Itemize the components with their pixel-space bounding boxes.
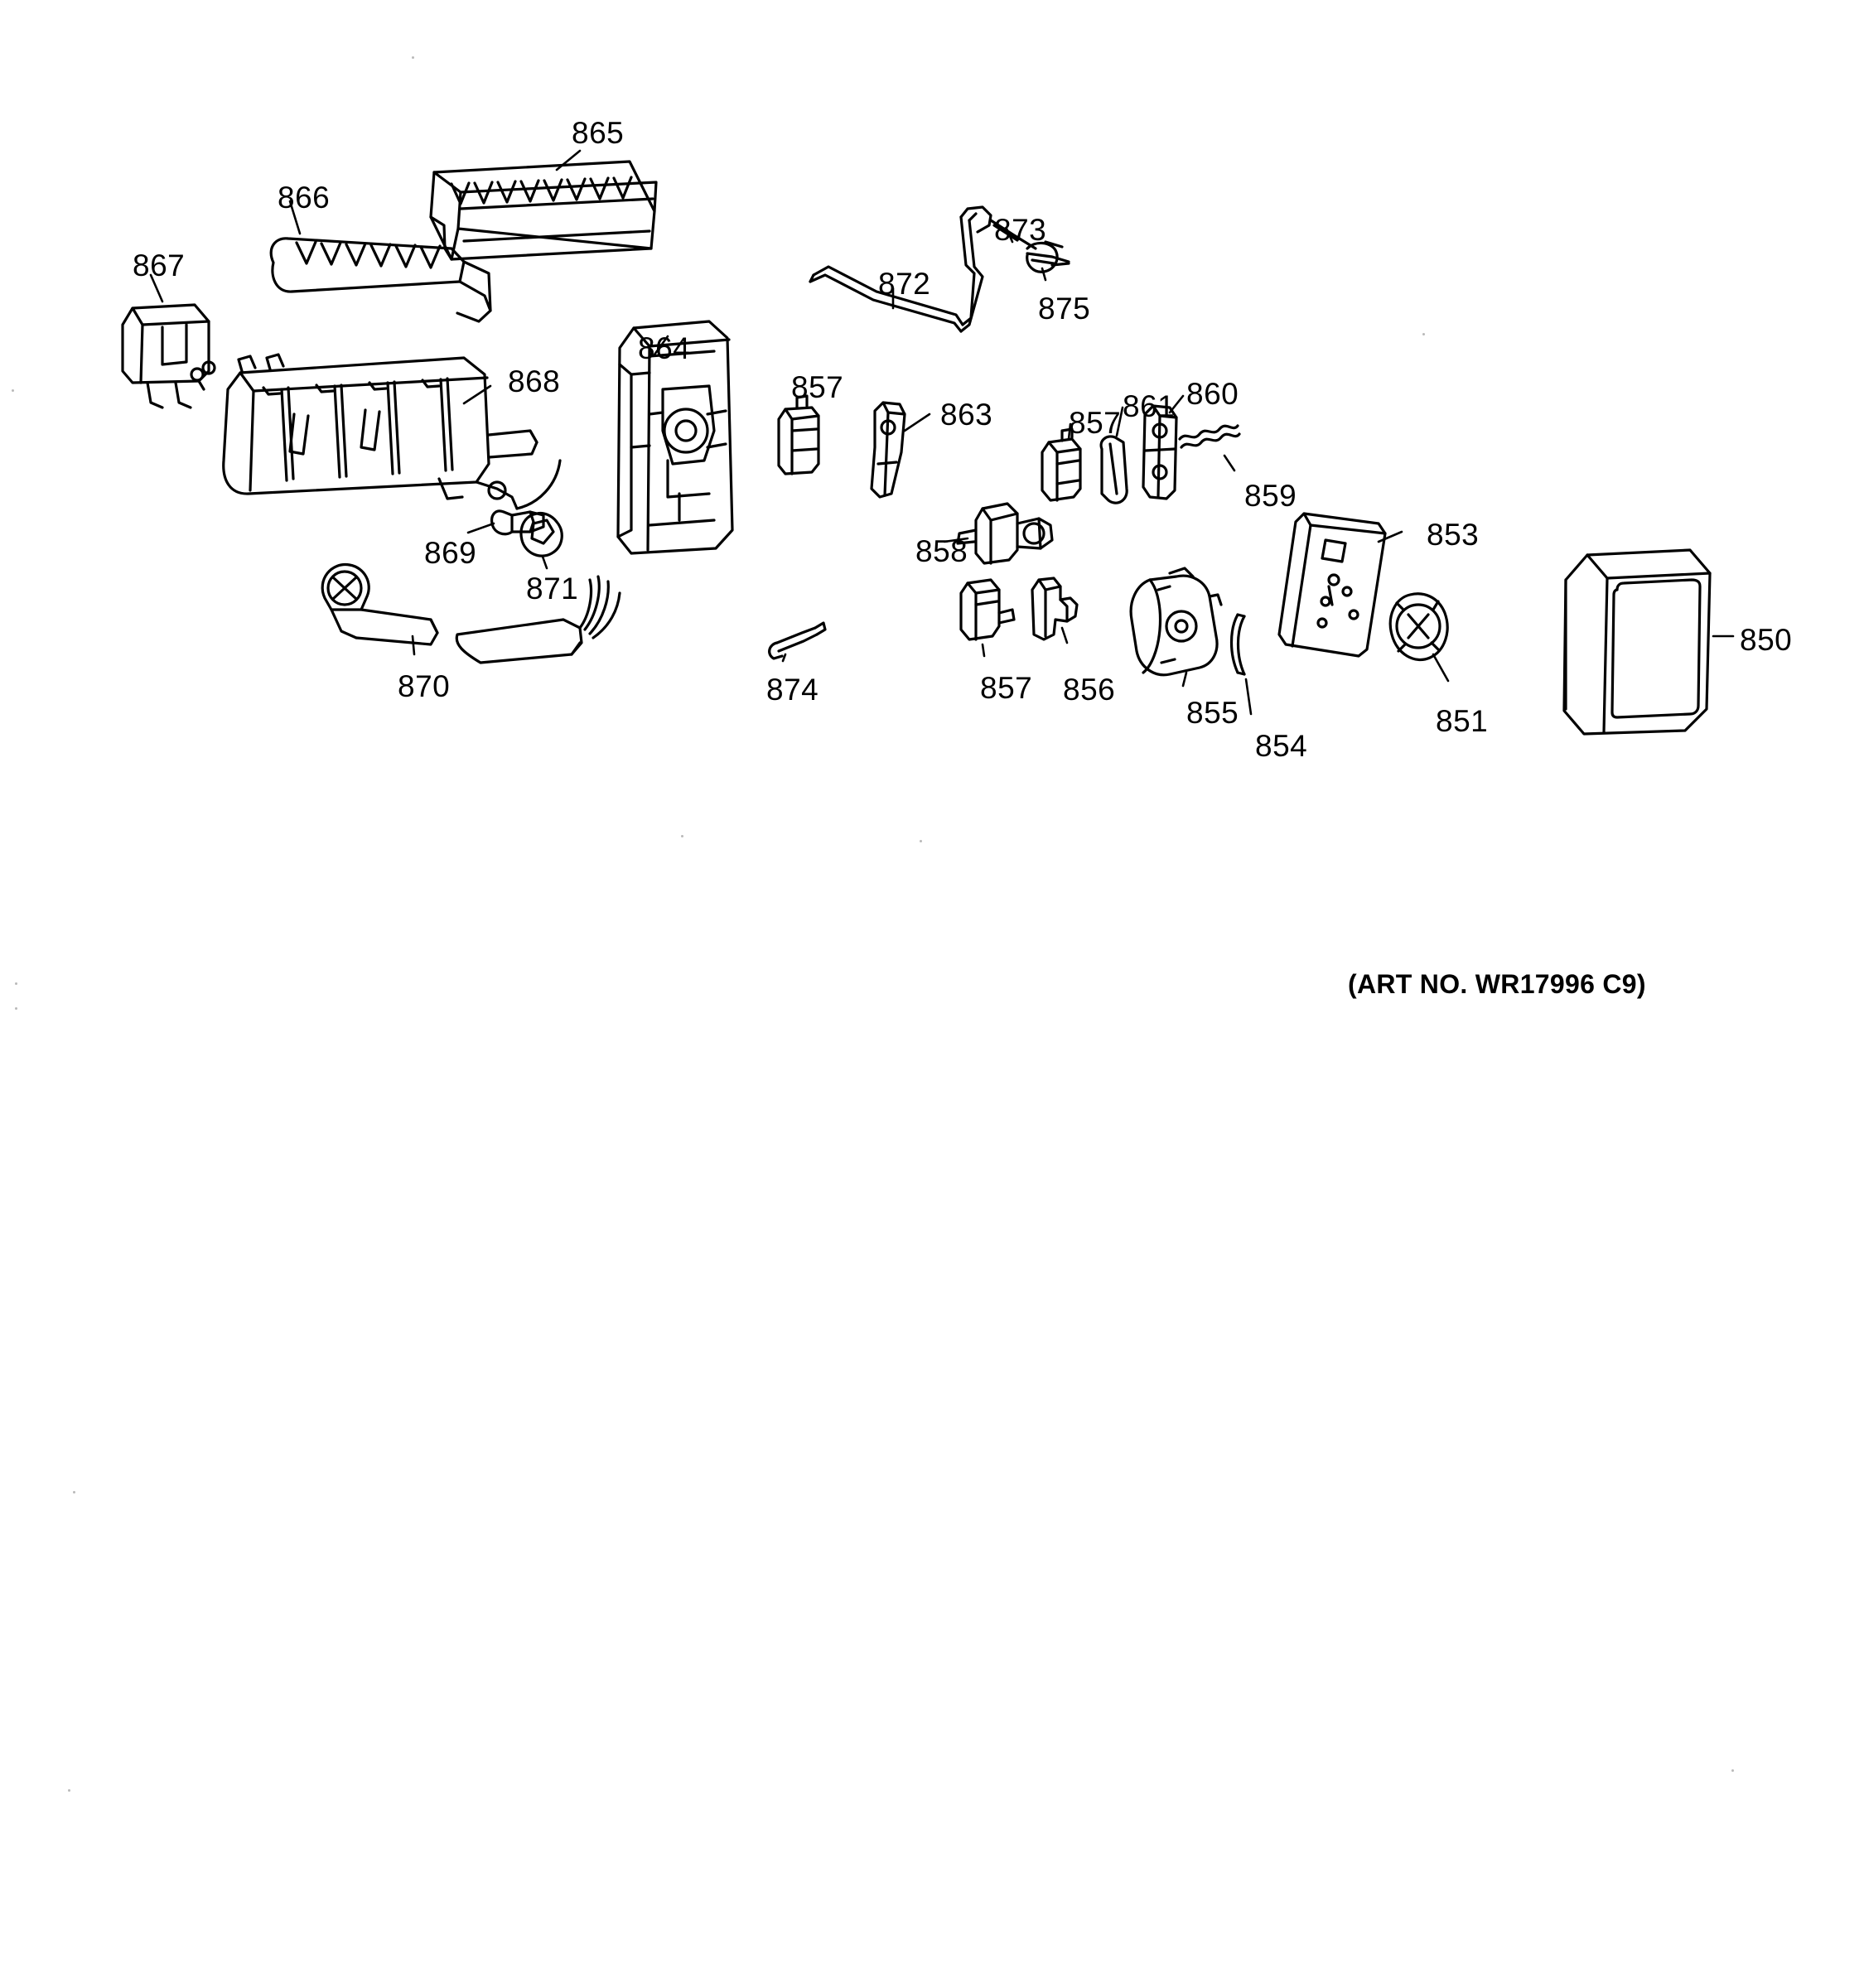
scan-speck: [12, 389, 14, 392]
callout-850: 850: [1740, 623, 1793, 657]
callout-858: 858: [915, 534, 968, 568]
callout-856: 856: [1063, 673, 1116, 707]
callout-863: 863: [940, 398, 993, 432]
part-861-insulator: [1101, 437, 1127, 503]
callout-864: 864: [638, 331, 691, 365]
callout-873: 873: [994, 213, 1047, 247]
callout-861: 861: [1123, 389, 1176, 423]
part-855-motor: [1131, 568, 1221, 675]
art-number-label: (ART NO. WR17996 C9): [1348, 969, 1646, 999]
part-871-washer: [521, 513, 562, 556]
part-857b: [961, 580, 1014, 639]
callout-870: 870: [398, 669, 451, 703]
callout-859: 859: [1244, 479, 1297, 513]
part-870-pivot: [322, 565, 437, 644]
part-867-fill-cup: [123, 305, 215, 408]
callout-875: 875: [1038, 292, 1091, 326]
callout-857-c: 857: [1069, 406, 1122, 440]
scan-speck: [1731, 1769, 1734, 1772]
scan-speck: [73, 1491, 75, 1493]
part-866-ejector: [271, 239, 490, 321]
callout-867: 867: [133, 248, 186, 282]
scan-speck: [68, 1789, 70, 1792]
part-856-terminal-block: [1032, 578, 1077, 639]
callout-869: 869: [424, 536, 477, 570]
part-865-rail: [431, 162, 656, 259]
part-850-cover: [1564, 550, 1710, 734]
callout-874: 874: [766, 673, 819, 707]
callout-868: 868: [508, 364, 561, 398]
part-874-cotter-pin: [770, 623, 825, 659]
callout-872: 872: [878, 267, 931, 301]
callout-857-a: 857: [791, 370, 844, 404]
callout-860: 860: [1186, 377, 1239, 411]
callout-871: 871: [526, 572, 579, 606]
scan-speck: [920, 840, 922, 842]
callout-851: 851: [1436, 704, 1489, 738]
callout-865: 865: [572, 116, 625, 150]
part-863-bracket: [872, 403, 905, 497]
callout-857-b: 857: [980, 671, 1033, 705]
part-851-gear-cam: [1390, 594, 1447, 660]
part-857a: [779, 396, 819, 474]
scan-speck: [412, 56, 414, 59]
part-859-spring: [1180, 426, 1239, 447]
callout-854: 854: [1255, 729, 1308, 763]
callout-853: 853: [1427, 518, 1480, 552]
part-854-seal: [1232, 615, 1245, 674]
callout-866: 866: [278, 181, 331, 215]
callout-855: 855: [1186, 696, 1239, 730]
part-853-plate: [1279, 514, 1385, 656]
part-858-solenoid: [958, 504, 1052, 563]
scan-speck: [15, 1007, 17, 1010]
scan-speck: [1422, 333, 1425, 335]
scan-speck: [681, 835, 683, 837]
scan-speck: [15, 982, 17, 985]
